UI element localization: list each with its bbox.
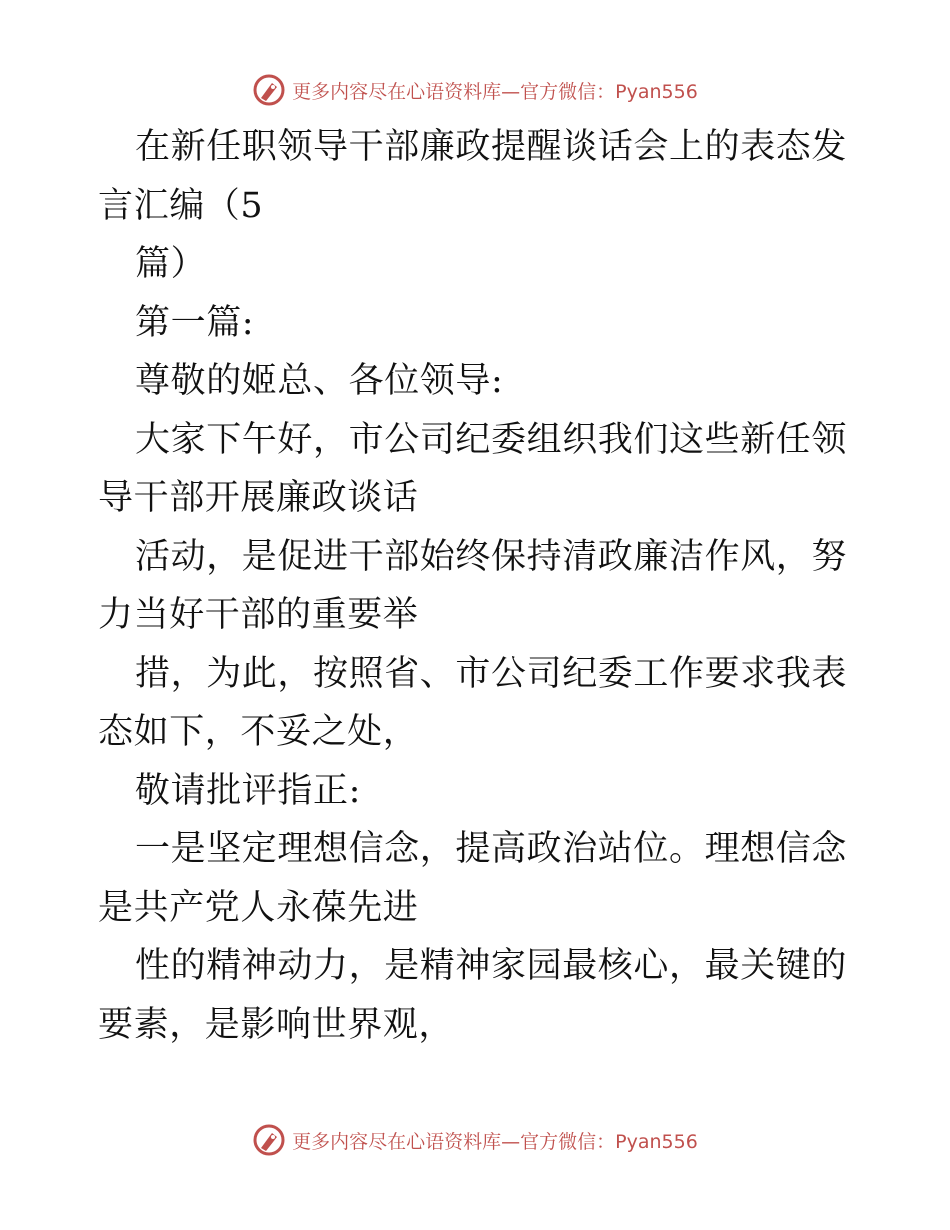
body-paragraph: 措，为此，按照省、市公司纪委工作要求我表态如下，不妥之处，	[98, 653, 848, 752]
footer-banner	[0, 1120, 950, 1160]
document-body	[98, 118, 858, 1054]
pen-nib-logo-icon	[252, 1123, 286, 1157]
footer-banner-text: 更多内容尽在心语资料库—官方微信：Pyan556	[292, 1130, 698, 1153]
body-paragraph: 敬请批评指正:	[135, 770, 361, 811]
section-heading: 第一篇:	[135, 302, 255, 343]
body-paragraph: 活动，是促进干部始终保持清政廉洁作风，努力当好干部的重要举	[98, 536, 848, 635]
body-paragraph: 一是坚定理想信念，提高政治站位。理想信念是共产党人永葆先进	[98, 829, 848, 928]
pen-nib-logo-icon	[252, 73, 286, 107]
document-title-line-1: 在新任职领导干部廉政提醒谈话会上的表态发言汇编（5	[98, 127, 848, 226]
salutation: 尊敬的姬总、各位领导:	[135, 361, 504, 401]
body-paragraph: 性的精神动力，是精神家园最核心，最关键的要素，是影响世界观，	[98, 946, 848, 1045]
header-banner	[0, 70, 950, 110]
body-paragraph: 大家下午好，市公司纪委组织我们这些新任领导干部开展廉政谈话	[98, 419, 848, 518]
header-banner-text: 更多内容尽在心语资料库—官方微信：Pyan556	[292, 80, 698, 103]
document-title-line-2: 篇）	[135, 244, 207, 284]
